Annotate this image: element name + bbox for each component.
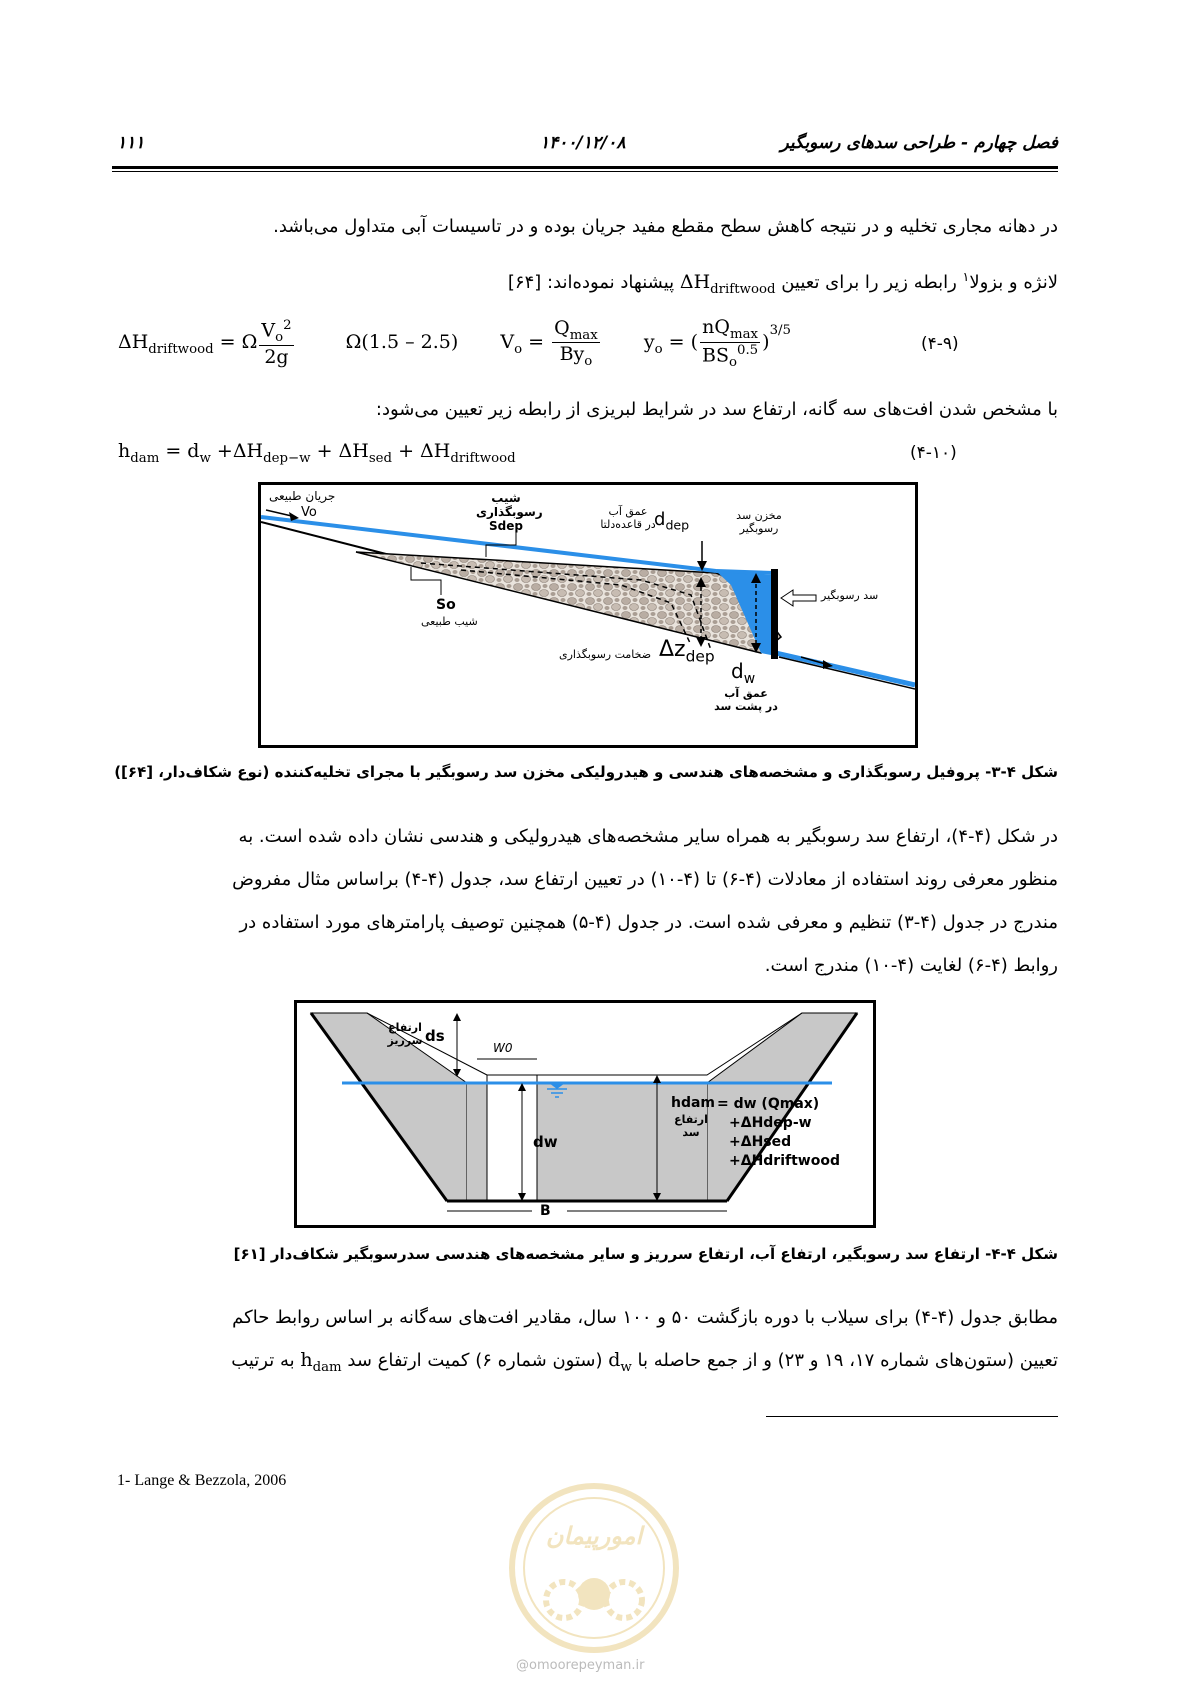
header-date: ۱۴۰۰/۱۲/۰۸ — [540, 133, 626, 153]
header-rule — [112, 166, 1058, 169]
header-rule-thin — [112, 171, 1058, 172]
label-d-dep: $d_{dep}$ — [654, 509, 690, 533]
figure-4-4 — [294, 1000, 876, 1228]
downstream-flow — [776, 653, 915, 685]
label-vo: Vo — [301, 505, 317, 520]
label-spill-height: ارتفاع سرریز — [387, 1021, 423, 1047]
figure-4-3 — [258, 482, 918, 748]
footnote-rule — [766, 1416, 1058, 1417]
label-dz-dep: $\Delta z_{dep}$ — [659, 637, 715, 666]
paragraph-1-line-1: در دهانه مجاری تخلیه و در نتیجه کاهش سطح مقطع مفید جریان بوده و در تاسیسات آبی متداول می‌باشد. — [273, 216, 1058, 237]
label-dam: سد رسوبگیر — [821, 589, 879, 602]
label-water-depth: عمق آب در پشت سد — [714, 687, 778, 713]
footnote: 1- Lange & Bezzola, 2006 — [117, 1472, 287, 1489]
paragraph-3: در شکل (۴-۴)، ارتفاع سد رسوبگیر به همراه سایر مشخصه‌های هیدرولیکی و هندسی نشان داده شده است. به منظور معرفی روند استفاده از معادلات (۴-۶) تا (۴-۱۰) در تعیین ارتفاع سد، جدول (۴-۴) براساس مثال مفروض مندرج در جدول (۴-۳) تنظیم و معرفی شده است. در جدول (۴-۵) همچنین توصیف پارامترهای مورد استفاده در روابط (۴-۶) لغایت (۴-۱۰) مندرج است. — [232, 826, 1058, 976]
label-ds: ds — [425, 1027, 445, 1045]
paragraph-2: با مشخص شدن افت‌های سه گانه، ارتفاع سد در شرایط لبریزی از رابطه زیر تعیین می‌شود: — [375, 399, 1058, 420]
watermark-seal-icon — [508, 1482, 680, 1654]
label-reservoir: مخزن سد رسوبگیر — [736, 509, 782, 535]
dam-wall — [771, 569, 778, 659]
figure-4-3-caption: شکل ۴-۳- پروفیل رسوبگذاری و مشخصه‌های هندسی و هیدرولیکی مخزن سد رسوبگیر با مجرای تخلیه‌کننده (نوع شکاف‌دار، [۶۴]) — [114, 763, 1058, 781]
watermark-text: امورپیمان — [545, 1522, 643, 1550]
label-delta-depth: عمق آب در قاعده‌دلتا — [600, 505, 656, 531]
label-b: B — [540, 1203, 551, 1219]
equation-4-9-number: (۴-۹) — [921, 334, 959, 354]
sediment-deposit — [356, 552, 781, 653]
chapter-title: فصل چهارم - طراحی سدهای رسوبگیر — [780, 133, 1058, 153]
label-thickness: ضخامت رسوبگذاری — [559, 648, 652, 661]
label-natural-slope: شیب طبیعی — [421, 615, 478, 628]
label-so: So — [436, 597, 456, 613]
equation-4-10-number: (۴-۱۰) — [910, 443, 957, 463]
sediment-profile-diagram — [261, 485, 915, 745]
equation-4-9: $\Delta H_{driftwood} = \Omega$ $\frac{V_o^2}{2g}$ Ω(1.5 – 2.5) $V_o$ = $\frac{Q_{max}}{By_o}$ $y_o$ = ( $\frac{nQ_{max}}{BS_o^{0.5}}$ )$^{3/5}$ — [118, 316, 791, 370]
label-dw2: dw — [533, 1133, 558, 1151]
label-dw: $d_w$ — [731, 659, 756, 687]
paragraph-4: مطابق جدول (۴-۴) برای سیلاب با دوره بازگشت ۵۰ و ۱۰۰ سال، مقادیر افت‌های سه‌گانه بر اساس روابط حاکم تعیین (ستون‌های شماره ۱۷، ۱۹ و ۲۳) و از جمع حاصله با $d_w$ (ستون شماره ۶) کمیت ارتفاع سد $h_{dam}$ به ترتیب — [231, 1307, 1058, 1375]
watermark-url: @omoorepeyman.ir — [516, 1658, 645, 1673]
label-slope: شیب رسوبگذاری Sdep — [476, 491, 543, 533]
paragraph-1-line-2: لانژه و بزولا$^۱$ رابطه زیر را برای تعیین $\Delta H_{driftwood}$ پیشنهاد نموده‌اند: [۶۴] — [507, 269, 1058, 297]
equation-4-10: $h_{dam} = d_w +\Delta H_{dep-w} + \Delta H_{sed} + \Delta H_{driftwood}$ — [118, 440, 516, 466]
page-number: ۱۱۱ — [117, 133, 145, 153]
watermark-logo — [508, 1482, 680, 1654]
label-height-terms: = dw (Qmax) +ΔHdep-w +ΔHsed +ΔHdriftwood — [717, 1096, 840, 1169]
label-dam-height: ارتفاع سد — [674, 1113, 708, 1139]
label-w0: W0 — [493, 1041, 513, 1055]
label-hdam: hdam — [671, 1095, 716, 1111]
figure-4-4-caption: شکل ۴-۴- ارتفاع سد رسوبگیر، ارتفاع آب، ارتفاع سرریز و سایر مشخصه‌های هندسی سدرسوبگیر شکاف‌دار [۶۱] — [233, 1245, 1058, 1263]
label-natural-flow: جریان طبیعی — [269, 489, 336, 503]
